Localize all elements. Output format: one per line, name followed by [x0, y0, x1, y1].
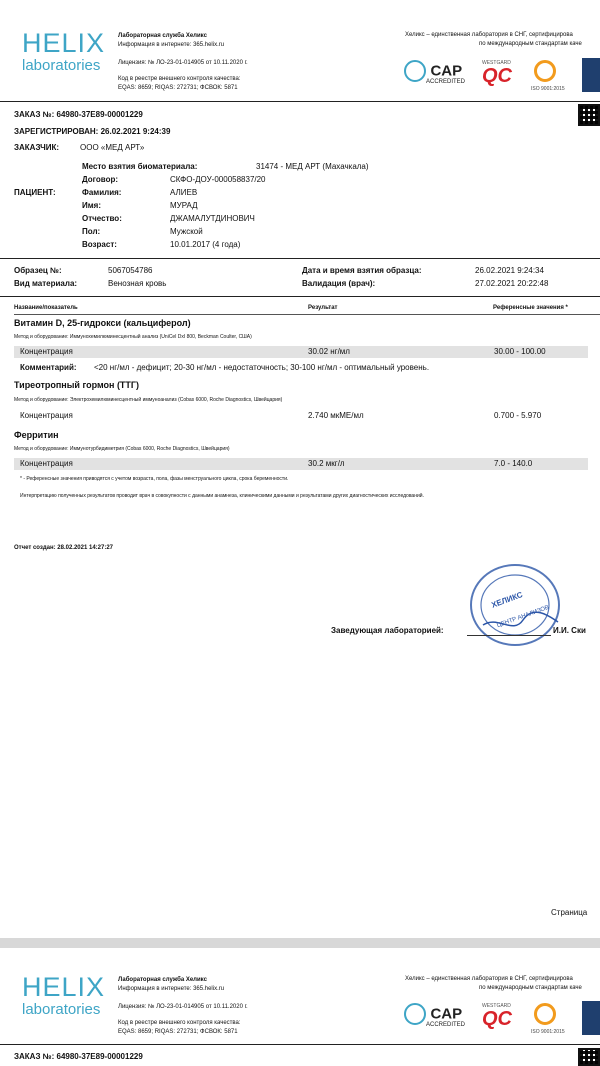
cap-badge	[404, 60, 465, 85]
test-title: Ферритин	[14, 430, 59, 440]
patient-field-label: Пол:	[82, 227, 101, 236]
qc-logo: QC	[482, 1008, 512, 1030]
patient-field-value: Мужской	[170, 227, 203, 236]
head-label: Заведующая лабораторией:	[331, 626, 444, 635]
material-value: Венозная кровь	[108, 279, 167, 288]
patient-field-value: МУРАД	[170, 201, 198, 210]
patient-field-value: 10.01.2017 (4 года)	[170, 240, 241, 249]
cap-seal-icon	[404, 1003, 426, 1025]
test-result: 2.740 мкМЕ/мл	[308, 411, 364, 420]
col-reference-header: Референсные значения *	[493, 305, 568, 311]
westgard-label: WESTGARD	[482, 1003, 511, 1009]
page-separator	[0, 938, 600, 948]
patient-field-label: Возраст:	[82, 240, 117, 249]
sgs-seal-icon	[534, 60, 556, 82]
patient-field-label: Отчество:	[82, 214, 122, 223]
website: Информация в интернете: 365.helix.ru	[118, 42, 225, 48]
service-name: Лабораторная служба Хеликс	[118, 33, 207, 39]
logo-helix: HELIX	[22, 28, 106, 58]
qr-code-icon	[578, 104, 600, 126]
sample-date-label: Дата и время взятия образца:	[302, 266, 422, 275]
test-param: Концентрация	[20, 459, 73, 468]
registered-date: ЗАРЕГИСТРИРОВАН: 26.02.2021 9:24:39	[14, 127, 171, 136]
sample-value: 5067054786	[108, 266, 153, 275]
sgs-seal-icon	[534, 1003, 556, 1025]
head-name: И.И. Ски	[553, 626, 586, 635]
test-comment: <20 нг/мл - дефицит; 20-30 нг/мл - недостаточность; 30-100 нг/мл - оптимальный уровень.	[94, 363, 430, 372]
westgard-label: WESTGARD	[482, 60, 511, 66]
quality-badge-icon	[582, 1001, 600, 1035]
license: Лицензия: № ЛО-23-01-014905 от 10.11.2020 г.	[118, 1004, 248, 1010]
footnote-reference: * - Референсные значения приводятся с учетом возраста, пола, фазы менструального цикла, срока беременности.	[20, 476, 289, 482]
iso-label: ISO 9001:2015	[531, 1029, 565, 1035]
registry: Код в реестре внешнего контроля качества:	[118, 76, 241, 82]
test-result: 30.2 мкг/л	[308, 459, 345, 468]
patient-field-value: АЛИЕВ	[170, 188, 198, 197]
qc-logo: QC	[482, 65, 512, 87]
patient-field-label: Договор:	[82, 175, 119, 184]
validation-label: Валидация (врач):	[302, 279, 376, 288]
right-line1: Хеликс – единственная лаборатория в СНГ, сертифицирова	[405, 976, 573, 982]
test-title: Витамин D, 25-гидрокси (кальциферол)	[14, 318, 191, 328]
logo-laboratories: laboratories	[22, 1001, 101, 1018]
patient-field-label: Место взятия биоматериала:	[82, 162, 198, 171]
quality-badge-icon	[582, 58, 600, 92]
qr-code-icon	[578, 1048, 600, 1066]
patient-field-value: ДЖАМАЛУТДИНОВИЧ	[170, 214, 255, 223]
customer-value: ООО «МЕД АРТ»	[80, 143, 145, 152]
test-comment-label: Комментарий:	[20, 363, 77, 372]
test-result: 30.02 нг/мл	[308, 347, 350, 356]
registry-codes: EQAS: 8659; RIQAS: 272731; ФСВОК: 5871	[118, 1029, 238, 1035]
cap-text: CAP	[430, 1005, 463, 1023]
test-reference: 30.00 - 100.00	[494, 347, 546, 356]
cap-accredited: ACCREDITED	[426, 79, 466, 85]
test-method: Метод и оборудование: Иммунохемилюминесцентный анализ (UniCel DxI 800, Beckman Coulter, США)	[14, 334, 252, 340]
registry-codes: EQAS: 8659; RIQAS: 272731; ФСВОК: 5871	[118, 85, 238, 91]
order-number-page2: ЗАКАЗ №: 64980-37E89-00001229	[14, 1052, 143, 1061]
patient-field-label: Имя:	[82, 201, 101, 210]
page-label: Страница	[551, 908, 588, 917]
cap-accredited: ACCREDITED	[426, 1022, 466, 1028]
test-param: Концентрация	[20, 347, 73, 356]
sample-label: Образец №:	[14, 266, 62, 275]
lab-stamp	[463, 560, 573, 650]
test-title: Тиреотропный гормон (ТТГ)	[14, 380, 140, 390]
registry: Код в реестре внешнего контроля качества:	[118, 1020, 241, 1026]
material-label: Вид материала:	[14, 279, 78, 288]
test-param: Концентрация	[20, 411, 73, 420]
patient-label: ПАЦИЕНТ:	[14, 188, 56, 197]
patient-field-label: Фамилия:	[82, 188, 122, 197]
stamp-text: ЦЕНТР АНАЛИЗОВ	[496, 604, 551, 630]
right-line2: по международным стандартам каче	[479, 985, 582, 991]
right-line2: по международным стандартам каче	[479, 41, 582, 47]
validation-value: 27.02.2021 20:22:48	[475, 279, 549, 288]
logo-helix: HELIX	[22, 972, 106, 1002]
service-name: Лабораторная служба Хеликс	[118, 977, 207, 983]
footnote-interpretation: Интерпретацию полученных результатов проводит врач в совокупности с данными анамнеза, клиническими данными и результатами других диагностических исследований.	[20, 493, 424, 499]
test-method: Метод и оборудование: Электрохемилюминесцентный иммуноанализ (Cobas 6000, Roche Diagnostics, Швейцария)	[14, 397, 283, 403]
svg-text:ХЕЛИКС: ХЕЛИКС	[490, 590, 524, 610]
col-name-header: Название/показатель	[14, 305, 78, 311]
cap-badge	[404, 1003, 465, 1028]
website: Информация в интернете: 365.helix.ru	[118, 986, 225, 992]
test-reference: 7.0 - 140.0	[494, 459, 533, 468]
col-result-header: Результат	[308, 305, 338, 311]
customer-label: ЗАКАЗЧИК:	[14, 143, 60, 152]
test-reference: 0.700 - 5.970	[494, 411, 542, 420]
report-created: Отчет создан: 28.02.2021 14:27:27	[14, 545, 114, 551]
cap-seal-icon	[404, 60, 426, 82]
iso-label: ISO 9001:2015	[531, 86, 565, 92]
patient-field-value: 31474 - МЕД АРТ (Махачкала)	[256, 162, 369, 171]
cap-text: CAP	[430, 62, 463, 80]
order-number: ЗАКАЗ №: 64980-37E89-00001229	[14, 110, 143, 119]
right-line1: Хеликс – единственная лаборатория в СНГ, сертифицирова	[405, 32, 573, 38]
license: Лицензия: № ЛО-23-01-014905 от 10.11.2020 г.	[118, 60, 248, 66]
patient-field-value: СКФО-ДОУ-000058837/20	[170, 175, 266, 184]
test-method: Метод и оборудование: Иммунотурбидиметрия (Cobas 6000, Roche Diagnostics, Швейцария)	[14, 446, 230, 452]
logo-laboratories: laboratories	[22, 57, 101, 74]
sample-date-value: 26.02.2021 9:24:34	[475, 266, 544, 275]
